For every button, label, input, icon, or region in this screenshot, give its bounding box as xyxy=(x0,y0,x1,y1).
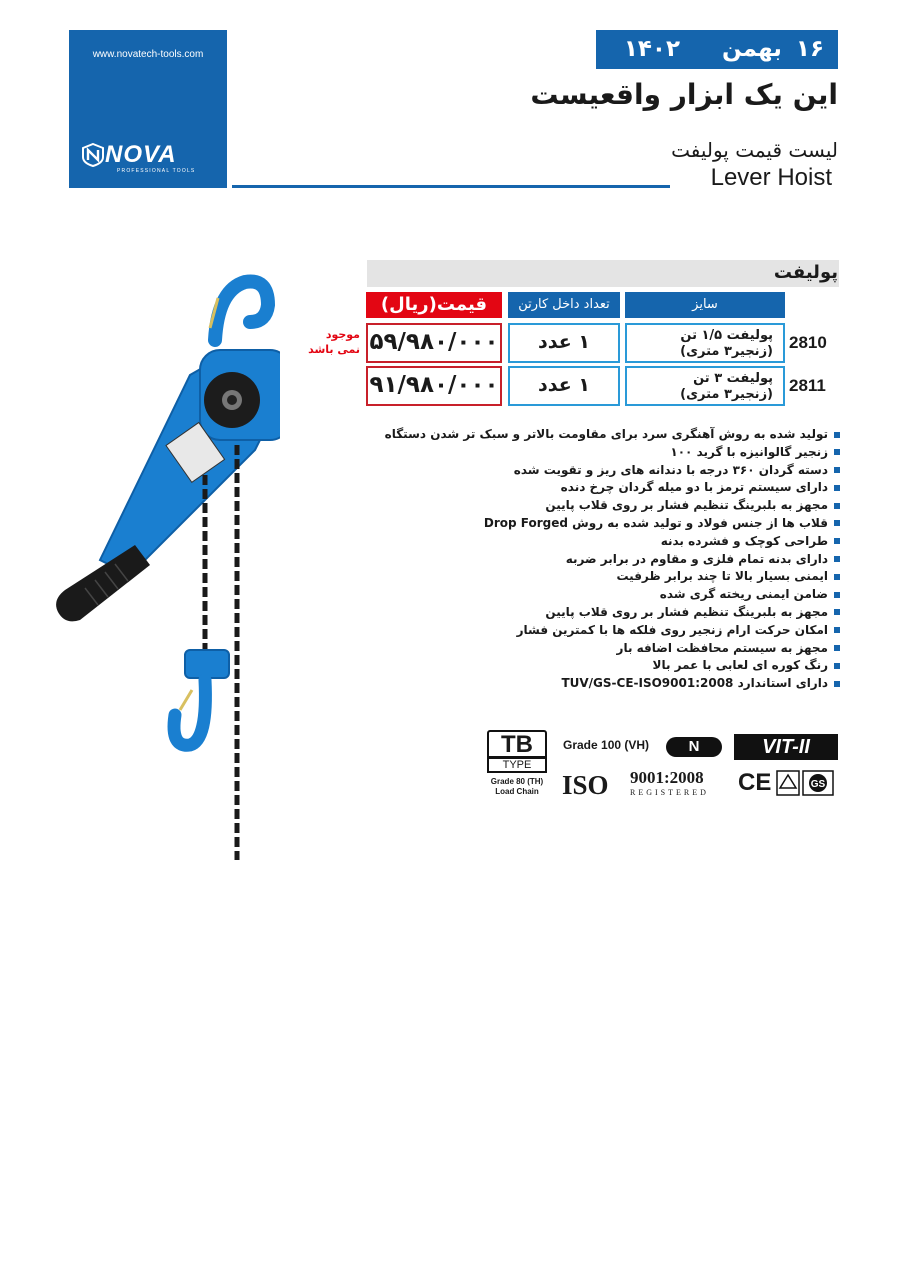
bottom-hook xyxy=(174,680,205,745)
qty-value: ۱ عدد xyxy=(538,331,590,353)
top-hook xyxy=(215,281,268,340)
feature-item: امکان حرکت ارام زنجیر روی فلکه ها با کمترین فشار xyxy=(410,622,840,640)
section-title: پولیفت xyxy=(773,262,838,283)
product-code: 2810 xyxy=(789,333,827,352)
size-line2: (زنجیر۳ متری) xyxy=(680,387,773,402)
table-row-qty-cell xyxy=(508,323,620,363)
stock-note-line1: موجود xyxy=(325,328,360,341)
gs-mark-icon xyxy=(802,770,834,796)
date-banner xyxy=(596,30,838,69)
svg-text:GS: GS xyxy=(810,779,826,790)
bullet-square-icon xyxy=(834,592,840,598)
bullet-square-icon xyxy=(834,663,840,669)
section-header-bar xyxy=(367,260,839,287)
bullet-square-icon xyxy=(834,609,840,615)
bullet-square-icon xyxy=(834,538,840,544)
bullet-square-icon xyxy=(834,556,840,562)
feature-item: مجهز به بلبرینگ تنظیم فشار بر روی قلاب پایین xyxy=(410,604,840,622)
feature-item: دارای سیستم ترمز با دو میله گردان چرخ دنده xyxy=(410,479,840,497)
tb-letters: TB xyxy=(487,730,547,758)
tb-grade-text xyxy=(470,777,564,797)
date-month: بهمن xyxy=(721,36,782,62)
feature-item: دارای استاندارد TUV/GS-CE-ISO9001:2008 xyxy=(410,675,840,693)
feature-item: مجهز به سیستم محافظت اضافه بار xyxy=(410,640,840,658)
bullet-square-icon xyxy=(834,467,840,473)
brand-url: www.novatech-tools.com xyxy=(92,49,204,60)
qty-value: ۱ عدد xyxy=(538,374,590,396)
brand-logo-block xyxy=(69,30,227,188)
header-size: سایز xyxy=(625,292,785,318)
feature-item: ضامن ایمنی ریخته گری شده xyxy=(410,586,840,604)
header-price: قیمت(ریال) xyxy=(366,292,502,318)
bullet-square-icon xyxy=(834,574,840,580)
lever-hoist-image xyxy=(40,260,280,870)
title-divider xyxy=(232,185,670,188)
tb-type-badge xyxy=(487,730,547,774)
feature-item: دارای بدنه تمام فلزی و مقاوم در برابر ضربه xyxy=(410,551,840,569)
date-year: ۱۴۰۲ xyxy=(623,36,680,62)
brand-tagline: PROFESSIONAL TOOLS xyxy=(117,168,196,174)
bullet-square-icon xyxy=(834,449,840,455)
size-line1: پولیفت ۳ تن xyxy=(693,371,773,386)
size-line1: پولیفت ۱/۵ تن xyxy=(680,328,773,343)
brand-name: NOVA xyxy=(105,141,177,168)
feature-item: تولید شده به روش آهنگری سرد برای مقاومت بالاتر و سبک تر شدن دستگاه xyxy=(410,426,840,444)
iso-logo xyxy=(562,770,609,801)
english-title: Lever Hoist xyxy=(710,164,832,191)
tb-type-label: TYPE xyxy=(487,757,547,773)
table-row-price-cell xyxy=(366,323,502,363)
stock-note xyxy=(300,327,360,357)
table-row-size-cell xyxy=(625,323,785,363)
feature-item: دسته گردان ۳۶۰ درجه با دندانه های ریز و تقویت شده xyxy=(410,462,840,480)
bullet-square-icon xyxy=(834,432,840,438)
bullet-square-icon xyxy=(834,520,840,526)
price-value: ۹۱/۹۸۰/۰۰۰ xyxy=(369,372,499,398)
bullet-square-icon xyxy=(834,645,840,651)
price-value: ۵۹/۹۸۰/۰۰۰ xyxy=(369,329,499,355)
feature-item: ایمنی بسیار بالا تا چند برابر ظرفیت xyxy=(410,568,840,586)
header-qty: تعداد داخل کارتن xyxy=(508,292,620,318)
date-day: ۱۶ xyxy=(795,36,824,62)
size-line2: (زنجیر۳ متری) xyxy=(680,344,773,359)
table-row-size-cell xyxy=(625,366,785,406)
tb-grade-line2: Load Chain xyxy=(495,787,539,796)
ce-mark: CE xyxy=(738,769,772,796)
bullet-square-icon xyxy=(834,485,840,491)
feature-item: طراحی کوچک و فشرده بدنه xyxy=(410,533,840,551)
page-subtitle: لیست قیمت پولیفت xyxy=(671,138,838,162)
product-code: 2811 xyxy=(789,376,826,395)
feature-item: زنجیر گالوانیزه با گرید ۱۰۰ xyxy=(410,444,840,462)
iso-number: 9001:2008 xyxy=(630,768,704,787)
table-row-qty-cell xyxy=(508,366,620,406)
n-badge: N xyxy=(666,737,722,757)
feature-list xyxy=(384,426,840,693)
bullet-square-icon xyxy=(834,503,840,509)
vit-badge: VIT-II xyxy=(734,734,838,760)
iso-text: ISO xyxy=(562,770,609,800)
page-headline: این یک ابزار واقعیست xyxy=(530,78,838,111)
feature-item: قلاب ها از جنس فولاد و تولید شده به روش Drop Forged xyxy=(410,515,840,533)
table-row-price-cell xyxy=(366,366,502,406)
stock-note-line2: نمی باشد xyxy=(308,343,360,356)
nova-emblem-icon xyxy=(82,143,104,167)
feature-item: رنگ کوره ای لعابی با عمر بالا xyxy=(410,657,840,675)
bullet-square-icon xyxy=(834,627,840,633)
feature-item: مجهز به بلبرینگ تنظیم فشار بر روی قلاب پایین xyxy=(410,497,840,515)
grade-100-label: Grade 100 (VH) xyxy=(563,738,650,752)
tuv-triangle-icon xyxy=(776,770,800,796)
bullet-square-icon xyxy=(834,681,840,687)
iso-registered: REGISTERED xyxy=(630,788,709,797)
tb-grade-line1: Grade 80 (TH) xyxy=(490,777,544,786)
